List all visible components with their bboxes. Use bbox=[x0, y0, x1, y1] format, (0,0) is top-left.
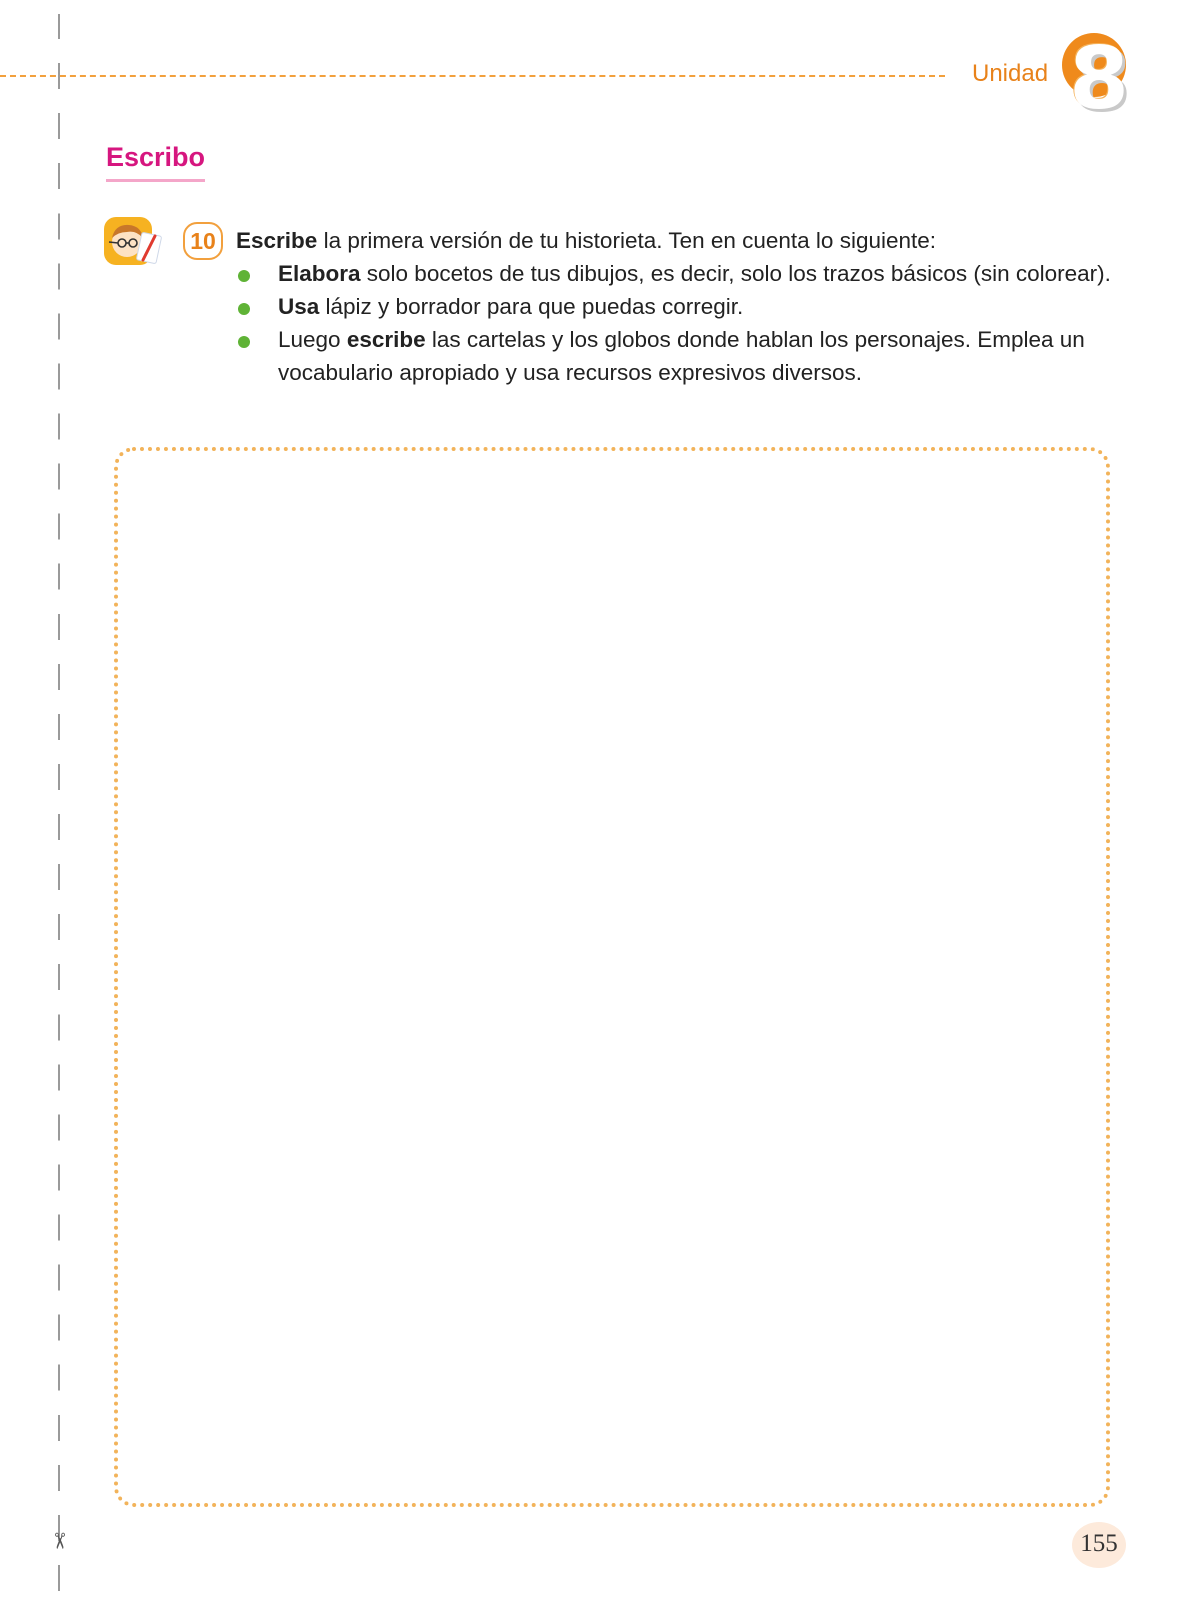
page-number: 155 bbox=[1080, 1530, 1118, 1557]
section-title: Escribo bbox=[106, 142, 206, 172]
instruction-bullets bbox=[236, 257, 1116, 389]
bullet-text: solo bocetos de tus dibujos, es decir, solo los trazos básicos (sin colorear). bbox=[360, 261, 1111, 286]
writer-avatar-icon bbox=[103, 216, 163, 268]
bullet-text: lápiz y borrador para que puedas corregir. bbox=[319, 294, 744, 319]
header-dashed-line bbox=[0, 75, 945, 77]
activity-instruction bbox=[236, 224, 1116, 257]
activity-number-badge: 10 bbox=[183, 222, 223, 260]
bullet-dot bbox=[238, 270, 250, 282]
bullet-text: las cartelas y los globos donde hablan los personajes. Emplea un vocabulario apropiado y usa recursos expresivos diversos. bbox=[278, 327, 1085, 385]
instruction-text: la primera versión de tu historieta. Ten en cuenta lo siguiente: bbox=[317, 228, 937, 253]
bullet-verb: Usa bbox=[278, 294, 320, 319]
bullet-verb: Elabora bbox=[278, 261, 361, 286]
bullet-dot bbox=[238, 303, 250, 315]
bullet-item bbox=[236, 257, 1116, 290]
bullet-dot bbox=[238, 336, 250, 348]
bullet-verb: escribe bbox=[346, 327, 426, 352]
unit-number: 8 bbox=[1069, 29, 1129, 129]
scissors-icon: ✂ bbox=[46, 1531, 72, 1551]
section-title-underline bbox=[106, 179, 205, 182]
bullet-item bbox=[236, 290, 1116, 323]
instruction-verb: Escribe bbox=[236, 228, 318, 253]
bullet-item bbox=[236, 323, 1116, 389]
cut-line bbox=[58, 14, 60, 1594]
drawing-area[interactable] bbox=[114, 447, 1110, 1507]
bullet-text: Luego bbox=[278, 327, 347, 352]
unit-label: Unidad bbox=[972, 60, 1049, 87]
